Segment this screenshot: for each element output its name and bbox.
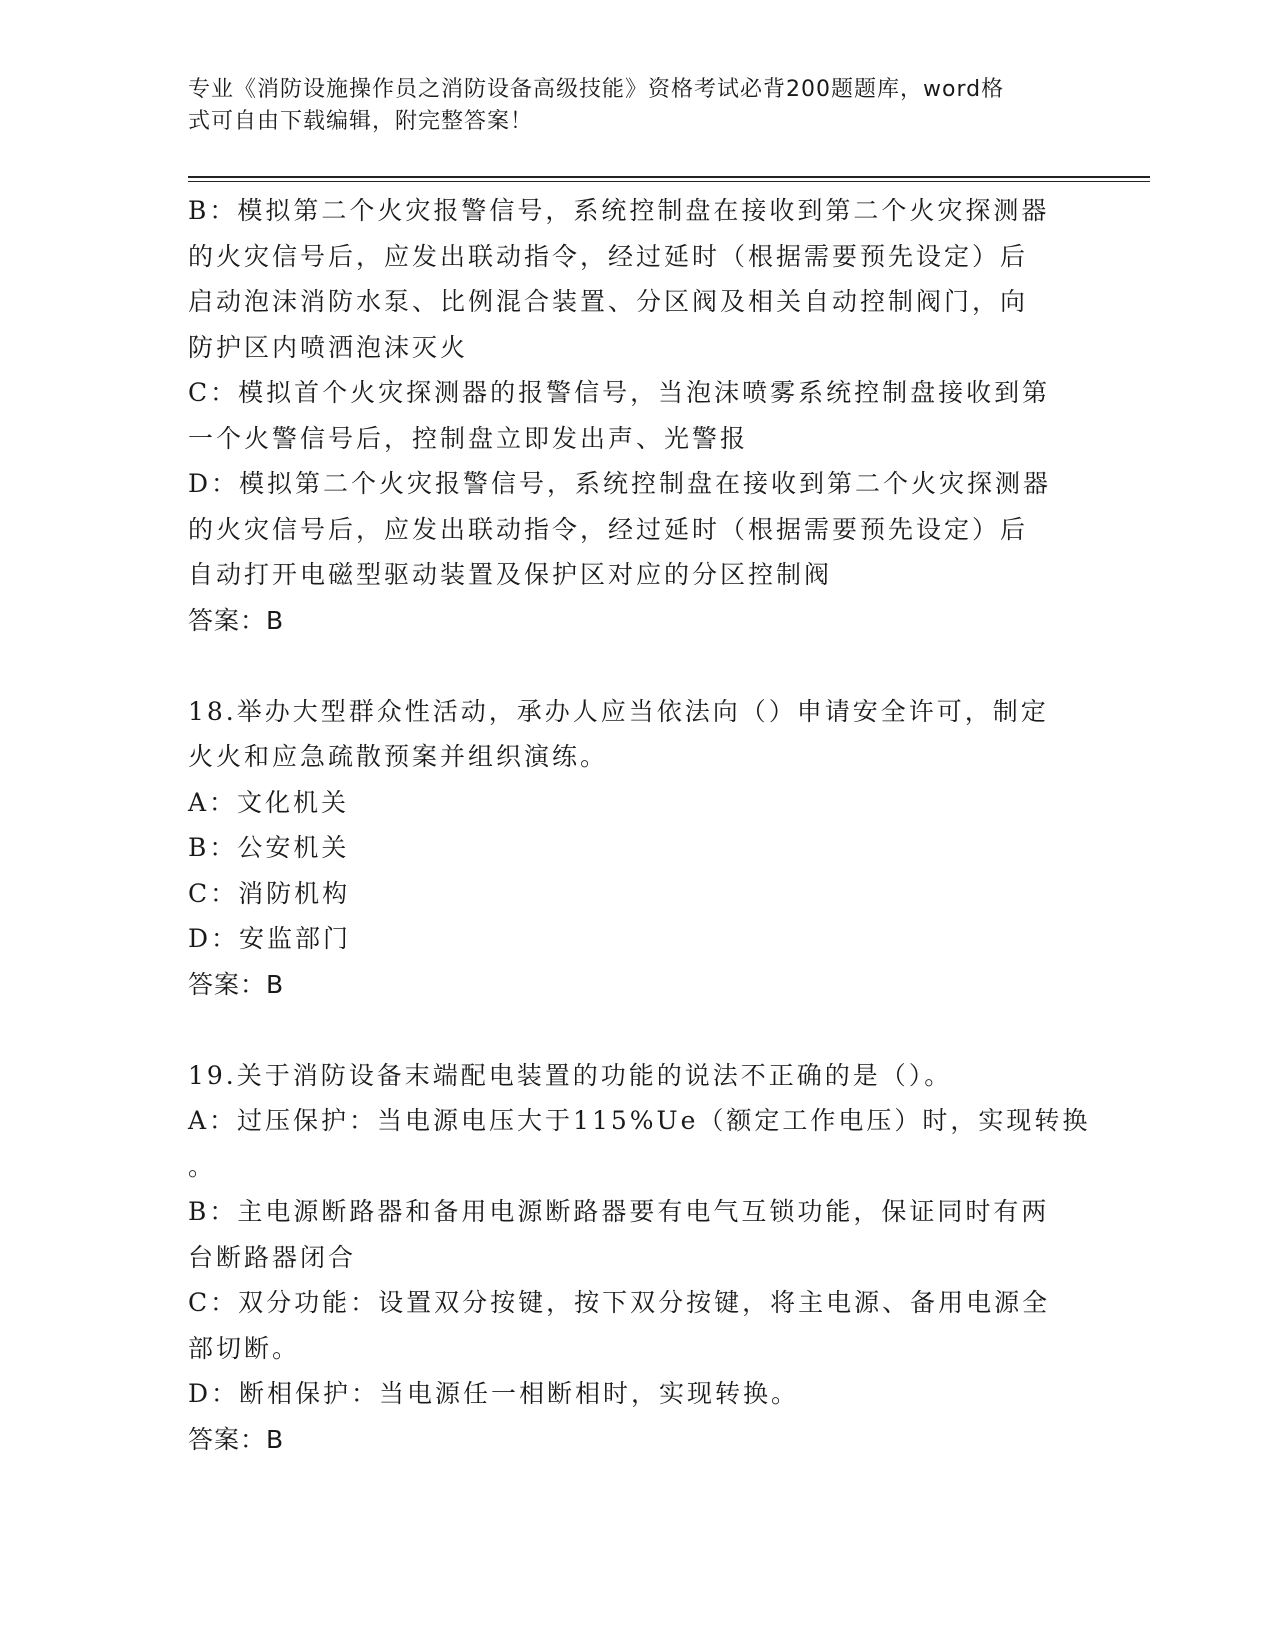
question-spacer xyxy=(188,1007,1088,1053)
question-18 xyxy=(188,689,1088,1008)
option-b-line-2: 台断路器闭合 xyxy=(188,1242,357,1272)
question-17-continued xyxy=(188,188,1088,643)
option-d-line-2: 的火灾信号后，应发出联动指令，经过延时（根据需要预先设定）后 xyxy=(188,514,1029,544)
option-a: A：文化机关 xyxy=(188,787,350,817)
question-spacer xyxy=(188,643,1088,689)
option-c: C：消防机构 xyxy=(188,878,351,908)
question-19 xyxy=(188,1053,1091,1463)
option-d-line-3: 自动打开电磁型驱动装置及保护区对应的分区控制阀 xyxy=(188,560,833,589)
option-a-line-2: 。 xyxy=(188,1151,217,1181)
answer: 答案：B xyxy=(188,605,285,635)
option-b-line-2: 的火灾信号后，应发出联动指令，经过延时（根据需要预先设定）后 xyxy=(188,241,1029,271)
answer: 答案：B xyxy=(188,969,285,999)
question-text-line-1: 18.举办大型群众性活动，承办人应当依法向（）申请安全许可，制定 xyxy=(188,696,1049,726)
document-body xyxy=(188,188,1091,1462)
answer: 答案：B xyxy=(188,1424,285,1454)
option-d: D：安监部门 xyxy=(188,924,352,953)
option-b-line-3: 启动泡沫消防水泵、比例混合装置、分区阀及相关自动控制阀门，向 xyxy=(188,287,1029,316)
question-text-line-2: 火火和应急疏散预案并组织演练。 xyxy=(188,742,609,771)
option-d xyxy=(188,461,1088,598)
option-c-line-2: 部切断。 xyxy=(188,1333,301,1363)
option-b-line-4: 防护区内喷洒泡沫灭火 xyxy=(188,332,469,362)
header-divider-thick xyxy=(188,176,1150,178)
document-header xyxy=(188,74,1068,138)
option-b-line-1: B：主电源断路器和备用电源断路器要有电气互锁功能，保证同时有两 xyxy=(188,1197,1050,1226)
option-c xyxy=(188,370,1088,461)
question-text: 19.关于消防设备末端配电装置的功能的说法不正确的是（）。 xyxy=(188,1060,953,1090)
option-b xyxy=(188,188,1088,370)
option-b: B：公安机关 xyxy=(188,833,350,862)
header-divider-thin xyxy=(188,181,1150,182)
option-c-line-2: 一个火警信号后，控制盘立即发出声、光警报 xyxy=(188,423,749,453)
option-c-line-1: C：双分功能：设置双分按键，按下双分按键，将主电源、备用电源全 xyxy=(188,1288,1051,1317)
option-c-line-1: C：模拟首个火灾探测器的报警信号，当泡沫喷雾系统控制盘接收到第 xyxy=(188,378,1051,407)
option-d-line-1: D：模拟第二个火灾报警信号，系统控制盘在接收到第二个火灾探测器 xyxy=(188,469,1052,498)
option-a-line-1: A：过压保护：当电源电压大于115%Ue（额定工作电压）时，实现转换 xyxy=(188,1106,1091,1135)
header-line-2: 式可自由下载编辑，附完整答案！ xyxy=(188,109,534,134)
option-d: D：断相保护：当电源任一相断相时，实现转换。 xyxy=(188,1379,800,1408)
header-line-1: 专业《消防设施操作员之消防设备高级技能》资格考试必背200题题库，word格 xyxy=(188,77,1005,102)
option-b-line-1: B：模拟第二个火灾报警信号，系统控制盘在接收到第二个火灾探测器 xyxy=(188,196,1050,225)
